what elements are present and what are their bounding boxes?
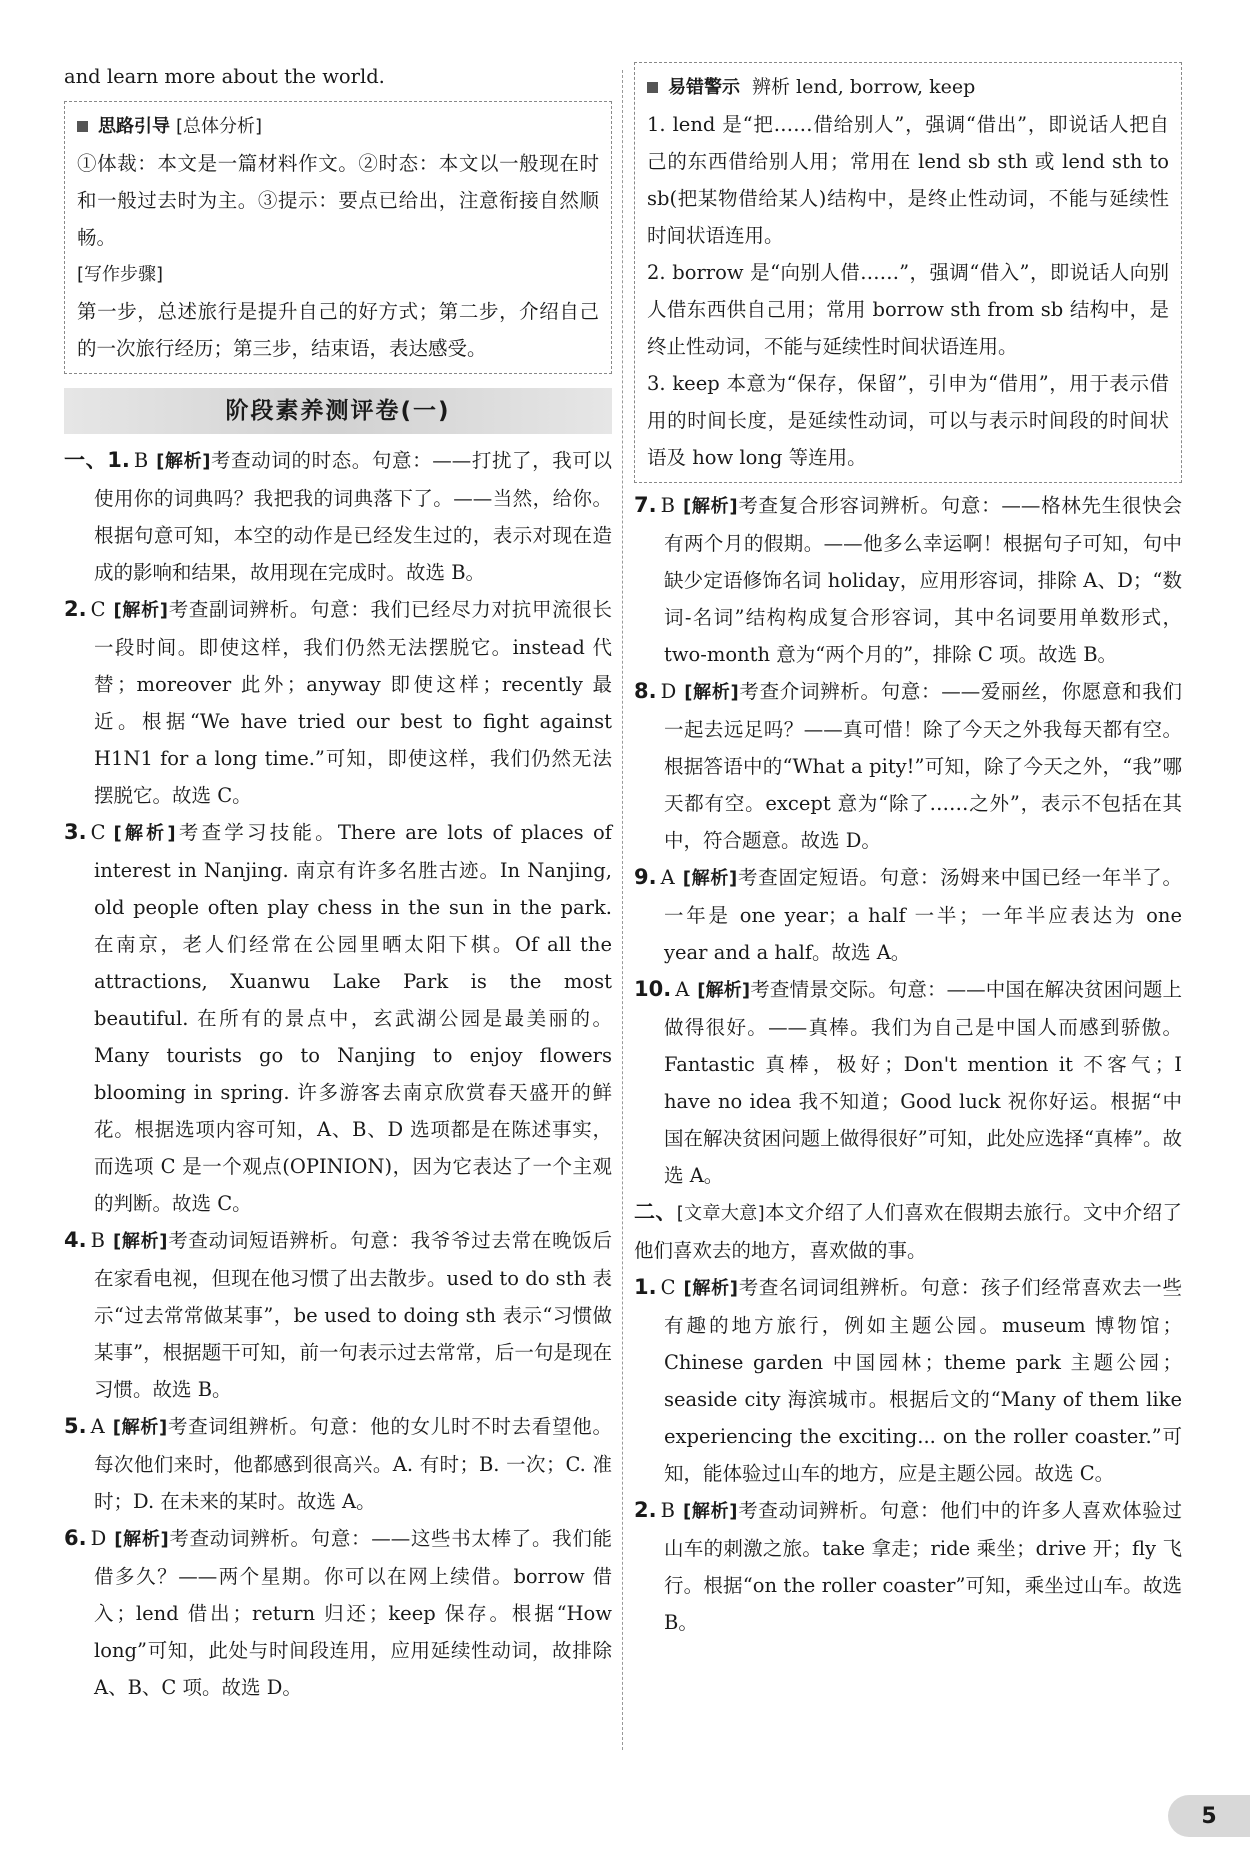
analysis-tag: [解析] (684, 682, 739, 703)
question-answer: C (90, 821, 106, 844)
question-explanation: 考查名词词组辨析。句意：孩子们经常喜欢去一些有趣的地方旅行，例如主题公园。museum 博物馆；Chinese garden 中国园林；theme park 主题公园；seaside city 海滨城市。根据后文的“Many of them like experiencing the exciting... on the roller coaster.”可知，能体验过山车的地方，应是主题公园。故选 C。 (664, 1276, 1182, 1485)
question-item (64, 814, 612, 1222)
yicuo-box (634, 62, 1182, 483)
yicuo-item-2: 2. borrow 是“向别人借……”，强调“借入”，即说话人向别人借东西供自己用；常用 borrow sth from sb 结构中，是终止性动词，不能与延续性时间状语连用。 (647, 261, 1169, 358)
left-column (64, 58, 612, 1706)
question-explanation: 考查副词辨析。句意：我们已经尽力对抗甲流很长一段时间。即使这样，我们仍然无法摆脱它。instead 代替；moreover 此外；anyway 即使这样；recently 最近。根据“We have tried our best to fight against H1N1 for a long time.”可知，即使这样，我们仍然无法摆脱它。故选 C。 (94, 598, 612, 807)
question-item (634, 1269, 1182, 1492)
analysis-tag: [解析] (683, 1278, 739, 1299)
question-number: 3. (64, 820, 87, 844)
question-item (64, 1520, 612, 1706)
question-item (634, 673, 1182, 859)
question-explanation: 考查固定短语。句意：汤姆来中国已经一年半了。一年是 one year；a half 一半；一年半应表达为 one year and a half。故选 A。 (664, 866, 1182, 964)
analysis-tag: [解析] (114, 1529, 169, 1550)
question-item (64, 1222, 612, 1408)
section2-text: 本文介绍了人们喜欢在假期去旅行。文中介绍了他们喜欢去的地方，喜欢做的事。 (634, 1201, 1183, 1262)
yicuo-header (647, 69, 1169, 106)
question-explanation: 考查动词的时态。句意：——打扰了，我可以使用你的词典吗？我把我的词典落下了。——当然，给你。根据句意可知，本空的动作是已经发生过的，表示对现在造成的影响和结果，故用现在完成时。故选 B。 (94, 449, 612, 584)
siluyindao-body2: 第一步，总述旅行是提升自己的好方式；第二步，介绍自己的一次旅行经历；第三步，结束语，表达感受。 (77, 300, 599, 360)
question-answer: A (675, 978, 690, 1001)
analysis-tag: [解析] (112, 1417, 168, 1438)
siluyindao-body1: ①体裁：本文是一篇材料作文。②时态：本文以一般现在时和一般过去时为主。③提示：要点已给出，注意衔接自然顺畅。 (77, 152, 599, 249)
question-explanation: 考查学习技能。There are lots of places of interest in Nanjing. 南京有许多名胜古迹。In Nanjing, old people often play chess in the sun in the park. 在南京，老人们经常在公园里晒太阳下棋。Of all the attractions, Xuanwu Lake Park is the most beautiful. 在所有的景点中，玄武湖公园是最美丽的。Many tourists go to Nanjing to enjoy flowers blooming in spring. 许多游客去南京欣赏春天盛开的鲜花。根据选项内容可知，A、B、D 选项都是在陈述事实，而选项 C 是一个观点(OPINION)，因为它表达了一个主观的判断。故选 C。 (94, 821, 613, 1215)
question-answer: D (660, 680, 677, 703)
question-item (64, 591, 612, 814)
yicuo-tag: 易错警示 (668, 77, 740, 98)
analysis-tag: [解析] (156, 451, 211, 472)
column-divider (622, 70, 623, 1750)
analysis-tag: [解析] (113, 600, 169, 621)
question-number: 6. (64, 1526, 87, 1550)
analysis-tag: [解析] (112, 1231, 168, 1252)
analysis-tag: [解析] (682, 868, 738, 889)
left-question-list (64, 442, 612, 1706)
analysis-tag: [解析] (113, 823, 176, 844)
question-explanation: 考查介词辨析。句意：——爱丽丝，你愿意和我们一起去远足吗？——真可惜！除了今天之外我每天都有空。根据答语中的“What a pity!”可知，除了今天之外，“我”哪天都有空。except 意为“除了……之外”，表示不包括在其中，符合题意。故选 D。 (664, 680, 1182, 852)
question-number: 9. (634, 865, 657, 889)
question-number: 2. (634, 1498, 657, 1522)
question-explanation: 考查情景交际。句意：——中国在解决贫困问题上做得很好。——真棒。我们为自己是中国人而感到骄傲。Fantastic 真棒，极好；Don't mention it 不客气；I have no idea 我不知道；Good luck 祝你好运。根据“中国在解决贫困问题上做得很好”可知，此处应选择“真棒”。故选 A。 (664, 978, 1182, 1187)
section2-tag: [文章大意] (676, 1203, 765, 1224)
question-item (634, 1492, 1182, 1641)
question-number: 10. (634, 977, 672, 1001)
question-answer: B (660, 1499, 675, 1522)
section2-label: 二、 (634, 1200, 677, 1224)
siluyindao-header (77, 108, 599, 145)
question-answer: C (660, 1276, 676, 1299)
question-explanation: 考查复合形容词辨析。句意：——格林先生很快会有两个月的假期。——他多么幸运啊！根据句子可知，句中缺少定语修饰名词 holiday，应用形容词，排除 A、D；“数词-名词”结构构成复合形容词，其中名词要用单数形式，two-month 意为“两个月的”，排除 C 项。故选 B。 (664, 494, 1182, 666)
question-number: 7. (634, 493, 657, 517)
page-number: 5 (1168, 1795, 1250, 1837)
question-answer: A (90, 1415, 105, 1438)
question-number: 2. (64, 597, 87, 621)
question-answer: B (90, 1229, 105, 1252)
section-label: 一、 (64, 448, 108, 472)
yicuo-item-1: 1. lend 是“把……借给别人”，强调“借出”，即说话人把自己的东西借给别人用；常用在 lend sb sth 或 lend sth to sb(把某物借给某人)结构中，是终止性动词，不能与延续性时间状语连用。 (647, 113, 1169, 247)
question-number: 4. (64, 1228, 87, 1252)
analysis-tag: [解析] (682, 1501, 738, 1522)
question-item (634, 971, 1182, 1194)
yicuo-title: 辨析 lend, borrow, keep (752, 76, 976, 98)
analysis-tag: [解析] (682, 496, 738, 517)
question-explanation: 考查动词辨析。句意：他们中的许多人喜欢体验过山车的刺激之旅。take 拿走；ride 乘坐；drive 开；fly 飞行。根据“on the roller coaster”可知，乘坐过山车。故选 B。 (664, 1499, 1182, 1634)
question-item (64, 442, 612, 591)
section-banner: 阶段素养测评卷(一) (64, 388, 612, 434)
siluyindao-tag: 思路引导 (98, 116, 170, 137)
question-answer: B (660, 494, 675, 517)
section2-question-list (634, 1269, 1182, 1641)
yicuo-item-3: 3. keep 本意为“保存，保留”，引申为“借用”，用于表示借用的时间长度，是延续性动词，可以与表示时间段的时间状语及 how long 等连用。 (647, 372, 1169, 469)
question-item (64, 1408, 612, 1520)
right-question-list (634, 487, 1182, 1194)
square-bullet-icon (647, 82, 658, 93)
analysis-tag: [解析] (697, 980, 751, 1001)
question-answer: A (660, 866, 675, 889)
question-item (634, 859, 1182, 971)
question-number: 1. (107, 448, 130, 472)
question-number: 8. (634, 679, 657, 703)
siluyindao-box (64, 101, 612, 374)
question-item (634, 487, 1182, 673)
question-explanation: 考查动词短语辨析。句意：我爷爷过去常在晚饭后在家看电视，但现在他习惯了出去散步。used to do sth 表示“过去常常做某事”，be used to doing sth 表示“习惯做某事”，根据题干可知，前一句表示过去常常，后一句是现在习惯。故选 B。 (94, 1229, 612, 1401)
siluyindao-sub2: [写作步骤] (77, 264, 164, 285)
question-answer: C (90, 598, 106, 621)
siluyindao-sub1: [总体分析] (176, 116, 263, 137)
question-number: 1. (634, 1275, 657, 1299)
left-top-line: and learn more about the world. (64, 65, 385, 88)
section2-intro (634, 1194, 1182, 1269)
question-answer: D (90, 1527, 107, 1550)
question-explanation: 考查动词辨析。句意：——这些书太棒了。我们能借多久？——两个星期。你可以在网上续借。borrow 借入；lend 借出；return 归还；keep 保存。根据“How long”可知，此处与时间段连用，应用延续性动词，故排除 A、B、C 项。故选 D。 (94, 1527, 612, 1699)
square-bullet-icon (77, 121, 88, 132)
right-column (634, 58, 1182, 1641)
question-answer: B (133, 449, 149, 472)
question-explanation: 考查词组辨析。句意：他的女儿时不时去看望他。每次他们来时，他都感到很高兴。A. 有时；B. 一次；C. 准时；D. 在未来的某时。故选 A。 (94, 1415, 612, 1513)
question-number: 5. (64, 1414, 87, 1438)
